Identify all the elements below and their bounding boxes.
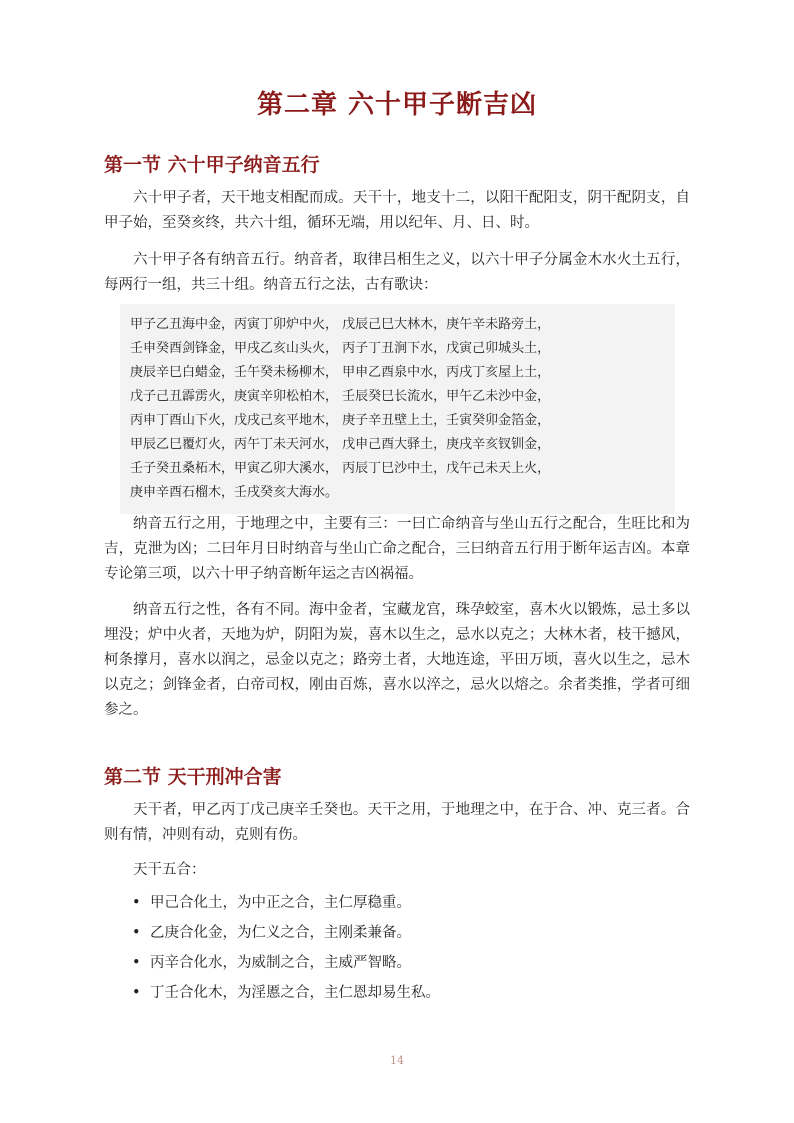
paragraph: 纳音五行之性，各有不同。海中金者，宝藏龙宫，珠孕蛟室，喜木火以锻炼，忌土多以埋没；炉中火者，天地为炉，阴阳为炭，喜木以生之，忌水以克之；大林木者，枝干撼风，柯条撑月，喜水以润之，忌金以克之；路旁土者，大地连途，平田万顷，喜火以生之，忌木以克之；剑锋金者，白帝司权，刚由百炼，喜水以淬之，忌火以熔之。余者类推，学者可细参之。: [104, 602, 690, 718]
section-title-2: 第二节 天干刑冲合害: [104, 766, 282, 788]
poem-line: 庚辰辛巳白蜡金，壬午癸未杨柳木， 甲申乙酉泉中水，丙戌丁亥屋上土，: [130, 365, 551, 380]
poem-line: 壬子癸丑桑柘木，甲寅乙卯大溪水， 丙辰丁巳沙中土，戊午己未天上火，: [130, 461, 551, 476]
bullet-icon: •: [132, 985, 141, 1001]
poem-line: 庚申辛酉石榴木，壬戌癸亥大海水。: [130, 485, 339, 500]
section-title-1: 第一节 六十甲子纳音五行: [104, 154, 320, 176]
bullet-icon: •: [132, 925, 141, 941]
page-number: 14: [390, 1054, 404, 1067]
paragraph: 六十甲子各有纳音五行。纳音者，取律吕相生之义，以六十甲子分属金木水火土五行，每两行一组，共三十组。纳音五行之法，古有歌诀：: [104, 252, 690, 293]
list-item: [132, 918, 440, 948]
paragraph: 纳音五行之用，于地理之中，主要有三：一曰亡命纳音与坐山五行之配合，生旺比和为吉，克泄为凶；二曰年月日时纳音与坐山亡命之配合，三曰纳音五行用于断年运吉凶。本章专论第三项，以六十甲子纳音断年运之吉凶祸福。: [104, 516, 690, 582]
paragraph: 天干者，甲乙丙丁戊己庚辛壬癸也。天干之用，于地理之中，在于合、冲、克三者。合则有情，冲则有动，克则有伤。: [104, 802, 690, 843]
bullet-list: [132, 888, 440, 1008]
list-item-text: 甲己合化土，为中正之合，主仁厚稳重。: [150, 895, 411, 911]
paragraph: 六十甲子者，天干地支相配而成。天干十，地支十二，以阳干配阳支，阴干配阴支，自甲子始，至癸亥终，共六十组，循环无端，用以纪年、月、日、时。: [104, 190, 690, 231]
list-item: [132, 888, 440, 918]
poem-line: 甲子乙丑海中金，丙寅丁卯炉中火， 戊辰己巳大林木，庚午辛未路旁土，: [130, 317, 551, 332]
list-item-text: 丙辛合化水，为威制之合，主威严智略。: [150, 955, 411, 971]
chapter-title: 第二章 六十甲子断吉凶: [256, 90, 538, 120]
poem-line: 戊子己丑霹雳火，庚寅辛卯松柏木， 壬辰癸巳长流水，甲午乙未沙中金，: [130, 389, 551, 404]
bullet-icon: •: [132, 895, 141, 911]
poem-line: 丙申丁酉山下火，戊戌己亥平地木， 庚子辛丑壁上土，壬寅癸卯金箔金，: [130, 413, 551, 428]
poem-line: 壬申癸酉剑锋金，甲戌乙亥山头火， 丙子丁丑涧下水，戊寅己卯城头土，: [130, 341, 551, 356]
list-item: [132, 978, 440, 1008]
bullet-icon: •: [132, 955, 141, 971]
list-item: [132, 948, 440, 978]
poem-box: [120, 304, 675, 514]
list-item-text: 丁壬合化木，为淫慝之合，主仁恩却易生私。: [150, 985, 440, 1001]
poem-line: 甲辰乙巳覆灯火，丙午丁未天河水， 戊申己酉大驿土，庚戌辛亥钗钏金，: [130, 437, 551, 452]
list-item-text: 乙庚合化金，为仁义之合，主刚柔兼备。: [150, 925, 411, 941]
paragraph: 天干五合：: [133, 862, 206, 878]
